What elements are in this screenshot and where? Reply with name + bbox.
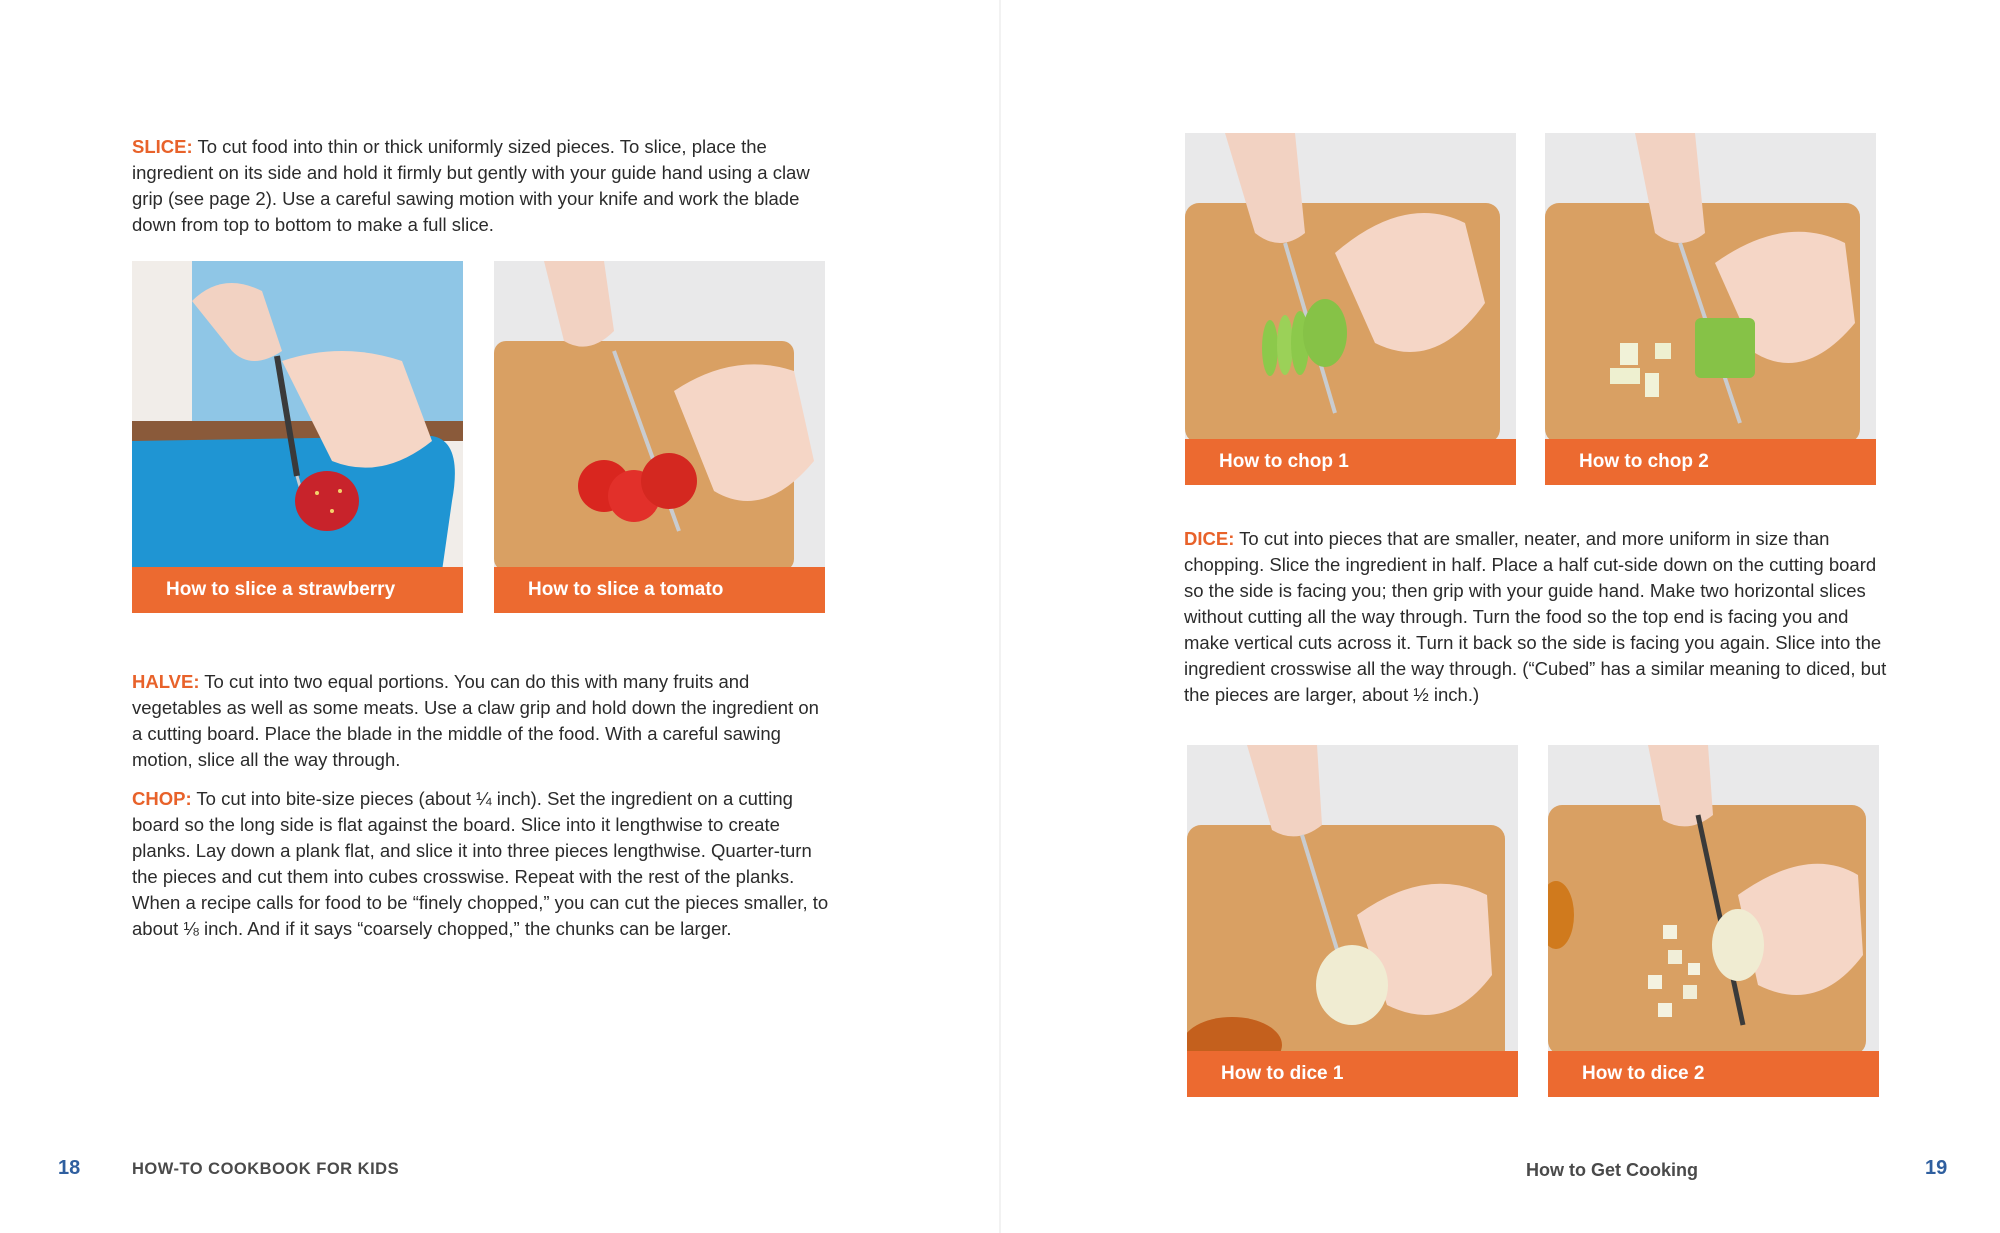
caption-slice-tomato: How to slice a tomato <box>494 567 825 613</box>
chop-definition <box>132 786 832 942</box>
slice-text: To cut food into thin or thick uniformly sized pieces. To slice, place the ingredient on its side and hold it firmly but gently with your guide hand using a claw grip (see page 2). Use a careful sawing motion with your knife and work the blade down from top to bottom to make a full slice. <box>132 136 810 235</box>
chop-text: To cut into bite-size pieces (about ¼ inch). Set the ingredient on a cutting board so the long side is flat against the board. Slice into it lengthwise to create planks. Lay down a plank flat, and slice it into three pieces lengthwise. Quarter-turn the pieces and cut them into cubes crosswise. Repeat with the rest of the planks. When a recipe calls for food to be “finely chopped,” you can cut the pieces smaller, to about ⅛ inch. And if it says “coarsely chopped,” the chunks can be larger. <box>132 788 829 939</box>
chop-term: CHOP: <box>132 788 192 809</box>
caption-dice-1: How to dice 1 <box>1187 1051 1518 1097</box>
caption-chop-2: How to chop 2 <box>1545 439 1876 485</box>
photo-slice-tomato <box>494 261 825 613</box>
halve-text: To cut into two equal portions. You can do this with many fruits and vegetables as well as some meats. Use a claw grip and hold down the ingredient on a cutting board. Place the blade in the middle of the food. With a careful sawing motion, slice all the way through. <box>132 671 819 770</box>
strawberry-photo-image <box>132 261 463 613</box>
tomato-photo-image <box>494 261 825 613</box>
page-number-left: 18 <box>58 1157 81 1179</box>
photo-dice-1 <box>1187 745 1518 1097</box>
right-page <box>1000 0 2000 1233</box>
photo-chop-1 <box>1185 133 1516 485</box>
chop-2-photo-image <box>1545 133 1876 485</box>
photo-slice-strawberry <box>132 261 463 613</box>
dice-definition <box>1184 526 1894 708</box>
dice-1-photo-image <box>1187 745 1518 1097</box>
slice-definition <box>132 134 822 238</box>
halve-definition <box>132 669 822 773</box>
dice-term: DICE: <box>1184 528 1235 549</box>
running-title-left: HOW-TO COOKBOOK FOR KIDS <box>132 1160 400 1178</box>
slice-term: SLICE: <box>132 136 193 157</box>
running-title-right: How to Get Cooking <box>1526 1160 1698 1180</box>
photo-dice-2 <box>1548 745 1879 1097</box>
dice-text: To cut into pieces that are smaller, neater, and more uniform in size than chopping. Slice the ingredient in half. Place a half cut-side down on the cutting board so the side is facing you; then grip with your guide hand. Make two horizontal slices without cutting all the way through. Turn the food so the top end is facing you and make vertical cuts across it. Turn it back so the side is facing you again. Slice into the ingredient crosswise all the way through. (“Cubed” has a similar meaning to diced, but the pieces are larger, about ½ inch.) <box>1184 528 1887 705</box>
dice-2-photo-image <box>1548 745 1879 1097</box>
photo-chop-2 <box>1545 133 1876 485</box>
chop-1-photo-image <box>1185 133 1516 485</box>
caption-dice-2: How to dice 2 <box>1548 1051 1879 1097</box>
caption-chop-1: How to chop 1 <box>1185 439 1516 485</box>
halve-term: HALVE: <box>132 671 200 692</box>
page-number-right: 19 <box>1925 1157 1948 1179</box>
caption-slice-strawberry: How to slice a strawberry <box>132 567 463 613</box>
